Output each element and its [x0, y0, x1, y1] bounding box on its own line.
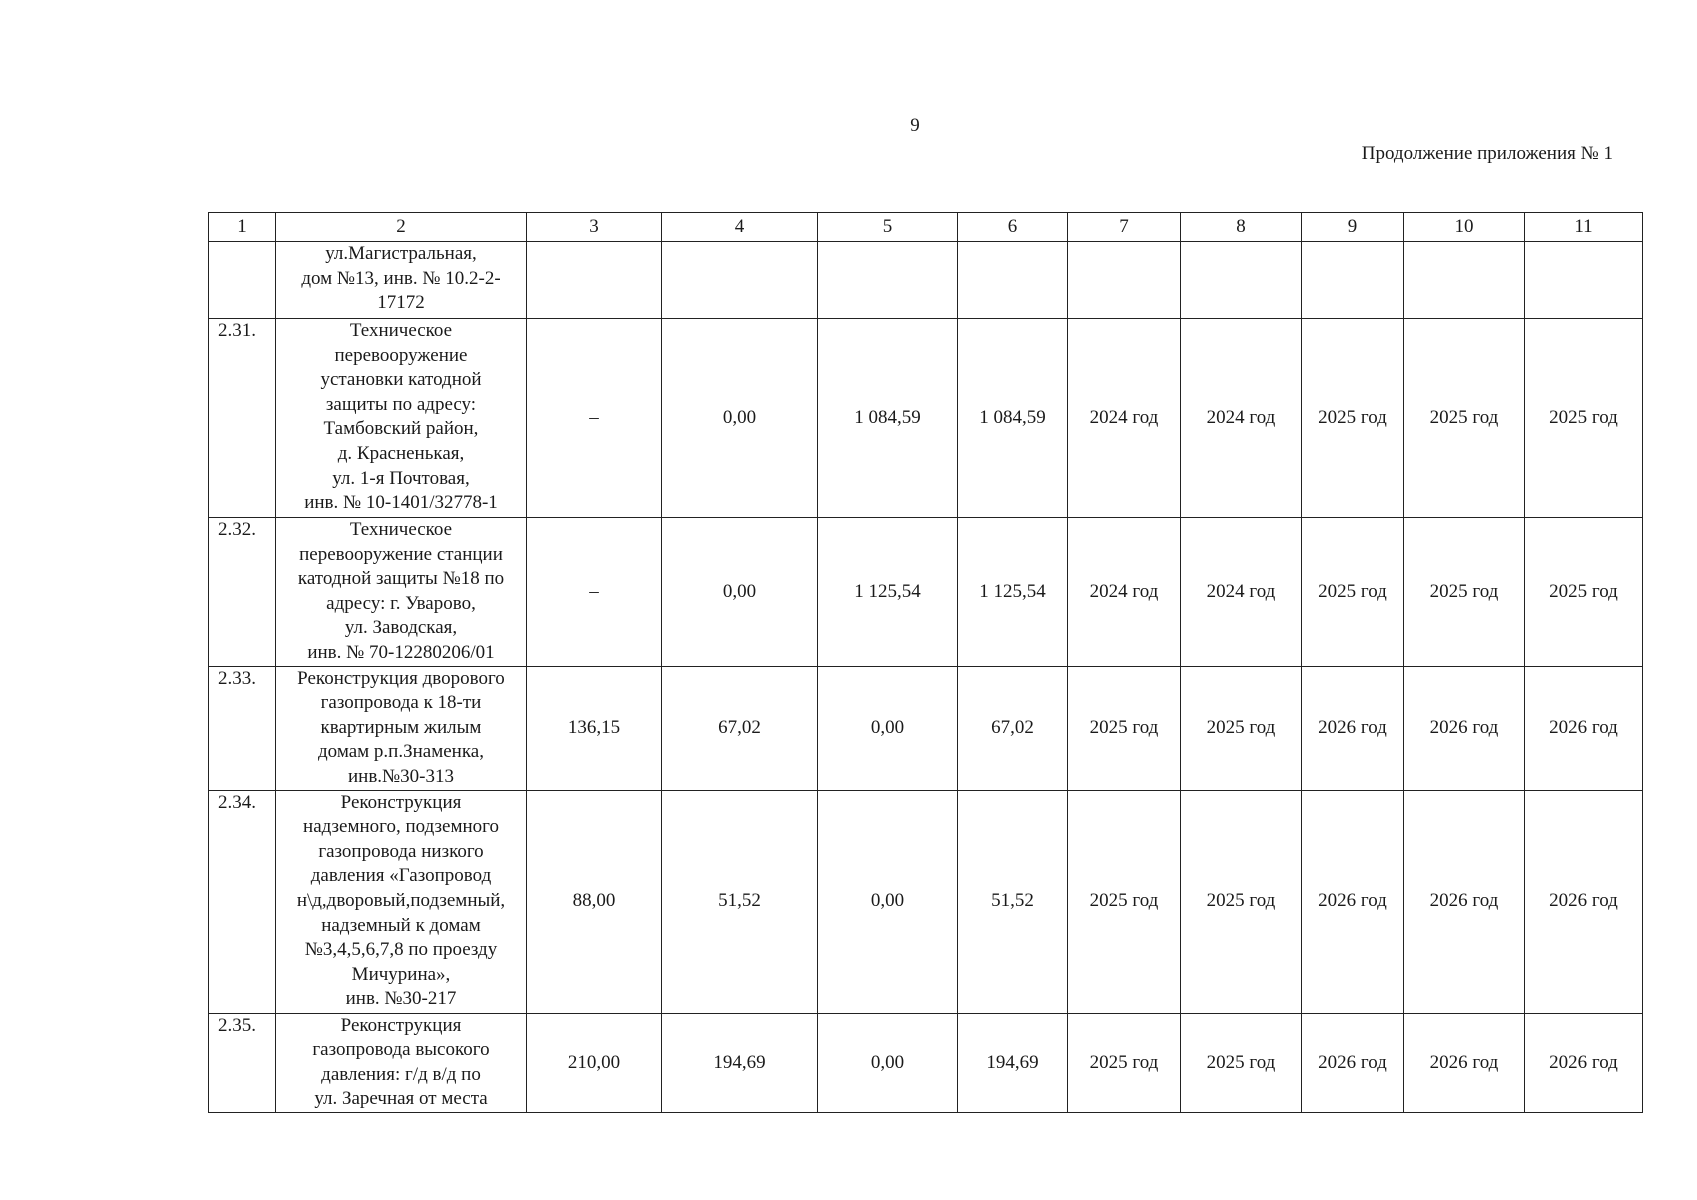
column-number-row — [209, 213, 1643, 242]
appendix-note: Продолжение приложения № 1 — [1361, 143, 1613, 164]
table-cell — [1404, 242, 1525, 319]
table-cell: 51,52 — [958, 790, 1068, 1013]
table-cell: 88,00 — [527, 790, 662, 1013]
column-number: 3 — [527, 213, 662, 242]
table-cell: 2024 год — [1068, 319, 1181, 518]
table-cell: 2025 год — [1525, 518, 1643, 667]
table-cell — [1068, 242, 1181, 319]
table-row — [209, 666, 1643, 790]
table-cell: 194,69 — [958, 1013, 1068, 1112]
column-number: 5 — [818, 213, 958, 242]
table-cell: 210,00 — [527, 1013, 662, 1112]
table-row — [209, 319, 1643, 518]
table-cell: 2024 год — [1181, 518, 1302, 667]
investment-table — [208, 212, 1643, 1113]
column-number: 8 — [1181, 213, 1302, 242]
table-cell: 51,52 — [662, 790, 818, 1013]
table-cell: 1 084,59 — [818, 319, 958, 518]
table-cell — [1525, 242, 1643, 319]
row-number — [209, 242, 276, 319]
table-cell: 2026 год — [1302, 666, 1404, 790]
row-number: 2.32. — [209, 518, 276, 667]
row-number: 2.31. — [209, 319, 276, 518]
table-cell: 0,00 — [818, 790, 958, 1013]
row-number: 2.33. — [209, 666, 276, 790]
table-cell: 1 125,54 — [958, 518, 1068, 667]
table-row — [209, 790, 1643, 1013]
object-name: Техническое перевооружение установки катодной защиты по адресу: Тамбовский район, д. Красненькая, ул. 1-я Почтовая, инв. № 10-1401/32778-1 — [276, 319, 527, 518]
table-cell: 2025 год — [1525, 319, 1643, 518]
object-name: Реконструкция дворового газопровода к 18-ти квартирным жилым домам р.п.Знаменка, инв.№30-313 — [276, 666, 527, 790]
table-cell: 2026 год — [1404, 1013, 1525, 1112]
table-row — [209, 1013, 1643, 1112]
table-cell: 2026 год — [1525, 1013, 1643, 1112]
table-cell — [818, 242, 958, 319]
table-cell — [527, 242, 662, 319]
table-cell — [662, 242, 818, 319]
column-number: 10 — [1404, 213, 1525, 242]
table-cell: 0,00 — [662, 518, 818, 667]
table-cell: 1 125,54 — [818, 518, 958, 667]
table-cell: 67,02 — [662, 666, 818, 790]
table-cell: 2025 год — [1068, 666, 1181, 790]
table-cell: 2025 год — [1302, 319, 1404, 518]
table-cell: 1 084,59 — [958, 319, 1068, 518]
column-number: 4 — [662, 213, 818, 242]
object-name: ул.Магистральная, дом №13, инв. № 10.2-2- 17172 — [276, 242, 527, 319]
table-row — [209, 242, 1643, 319]
table-cell: 136,15 — [527, 666, 662, 790]
table-cell — [958, 242, 1068, 319]
table-cell: 0,00 — [662, 319, 818, 518]
table-cell: 194,69 — [662, 1013, 818, 1112]
column-number: 1 — [209, 213, 276, 242]
row-number: 2.35. — [209, 1013, 276, 1112]
object-name: Техническое перевооружение станции катодной защиты №18 по адресу: г. Уварово, ул. Заводская, инв. № 70-12280206/01 — [276, 518, 527, 667]
object-name: Реконструкция надземного, подземного газопровода низкого давления «Газопровод н\д,дворовый,подземный, надземный к домам №3,4,5,6,7,8 по проезду Мичурина», инв. №30-217 — [276, 790, 527, 1013]
table-cell: 2026 год — [1525, 790, 1643, 1013]
table-cell: 2024 год — [1068, 518, 1181, 667]
table-cell: 2025 год — [1181, 790, 1302, 1013]
column-number: 2 — [276, 213, 527, 242]
row-number: 2.34. — [209, 790, 276, 1013]
table-cell — [1181, 242, 1302, 319]
table-cell: 0,00 — [818, 1013, 958, 1112]
table-cell: 2026 год — [1404, 666, 1525, 790]
table-cell: 2025 год — [1068, 1013, 1181, 1112]
table-cell: 2025 год — [1302, 518, 1404, 667]
table-cell: 2025 год — [1181, 666, 1302, 790]
column-number: 9 — [1302, 213, 1404, 242]
column-number: 7 — [1068, 213, 1181, 242]
table-cell: – — [527, 518, 662, 667]
table-cell: 2025 год — [1404, 518, 1525, 667]
table-cell — [1302, 242, 1404, 319]
table-cell: 0,00 — [818, 666, 958, 790]
column-number: 6 — [958, 213, 1068, 242]
object-name: Реконструкция газопровода высокого давления: г/д в/д по ул. Заречная от места — [276, 1013, 527, 1112]
table-cell: 2026 год — [1404, 790, 1525, 1013]
table-cell: 67,02 — [958, 666, 1068, 790]
table-cell: 2025 год — [1068, 790, 1181, 1013]
page-number: 9 — [910, 115, 920, 136]
table-cell: 2026 год — [1525, 666, 1643, 790]
table-cell: 2025 год — [1404, 319, 1525, 518]
table-row — [209, 518, 1643, 667]
table-cell: 2024 год — [1181, 319, 1302, 518]
table-cell: – — [527, 319, 662, 518]
table-cell: 2026 год — [1302, 1013, 1404, 1112]
table-cell: 2025 год — [1181, 1013, 1302, 1112]
column-number: 11 — [1525, 213, 1643, 242]
table-cell: 2026 год — [1302, 790, 1404, 1013]
